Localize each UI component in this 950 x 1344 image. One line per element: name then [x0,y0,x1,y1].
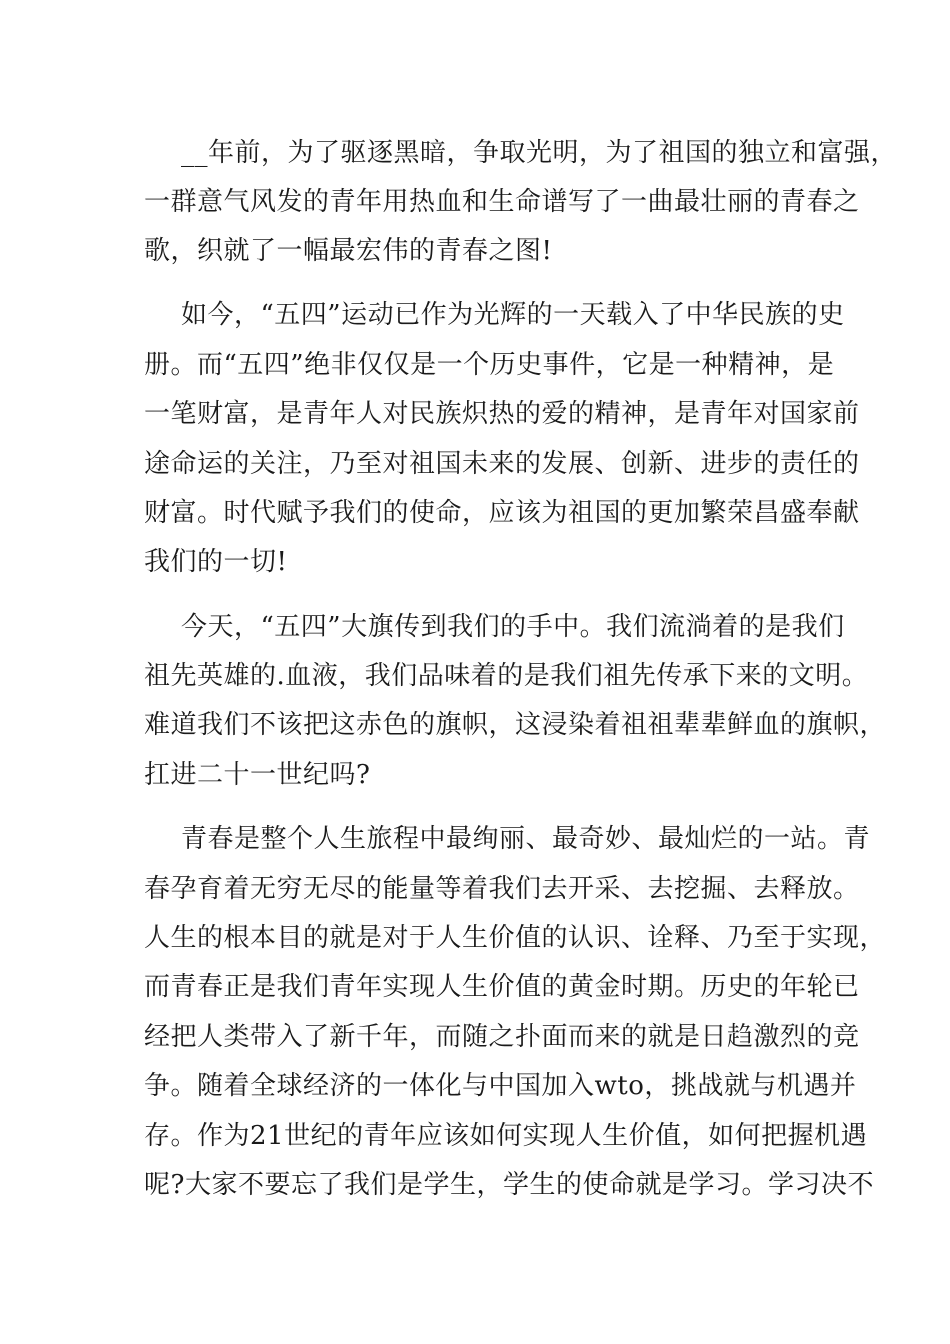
text-line: 扛进二十一世纪吗? [144,760,371,790]
text-line: 春孕育着无穷无尽的能量等着我们去开采、去挖掘、去释放。 [144,874,860,904]
text-line: 途命运的关注，乃至对祖国未来的发展、创新、进步的责任的 [144,449,860,479]
text-line: 经把人类带入了新千年，而随之扑面而来的就是日趋激烈的竞 [144,1022,860,1052]
text-line: 册。而“五四”绝非仅仅是一个历史事件，它是一种精神，是 [144,350,835,380]
text-line: 财富。时代赋予我们的使命，应该为祖国的更加繁荣昌盛奉献 [144,498,860,528]
text-line: 青春是整个人生旅程中最绚丽、最奇妙、最灿烂的一站。青 [181,824,871,854]
text-line: 而青春正是我们青年实现人生价值的黄金时期。历史的年轮已 [144,972,860,1002]
text-line: 我们的一切! [144,547,288,577]
text-line: 一笔财富，是青年人对民族炽热的爱的精神，是青年对国家前 [144,399,860,429]
text-line: 如今，“五四”运动已作为光辉的一天载入了中华民族的史 [181,300,845,330]
text-line: 争。随着全球经济的一体化与中国加入wto，挑战就与机遇并 [144,1071,857,1101]
text-line: 人生的根本目的就是对于人生价值的认识、诠释、乃至于实现， [144,923,887,953]
text-line: __年前，为了驱逐黑暗，争取光明，为了祖国的独立和富强， [181,138,898,168]
text-line: 歌，织就了一幅最宏伟的青春之图! [144,236,553,266]
text-line: 难道我们不该把这赤色的旗帜，这浸染着祖祖辈辈鲜血的旗帜， [144,710,887,740]
text-line: 存。作为21世纪的青年应该如何实现人生价值，如何把握机遇 [144,1121,868,1151]
text-line: 今天，“五四”大旗传到我们的手中。我们流淌着的是我们 [181,612,845,642]
text-line: 祖先英雄的.血液，我们品味着的是我们祖先传承下来的文明。 [144,661,869,691]
text-line: 呢?大家不要忘了我们是学生，学生的使命就是学习。学习决不 [144,1170,874,1200]
text-line: 一群意气风发的青年用热血和生命谱写了一曲最壮丽的青春之 [144,187,860,217]
